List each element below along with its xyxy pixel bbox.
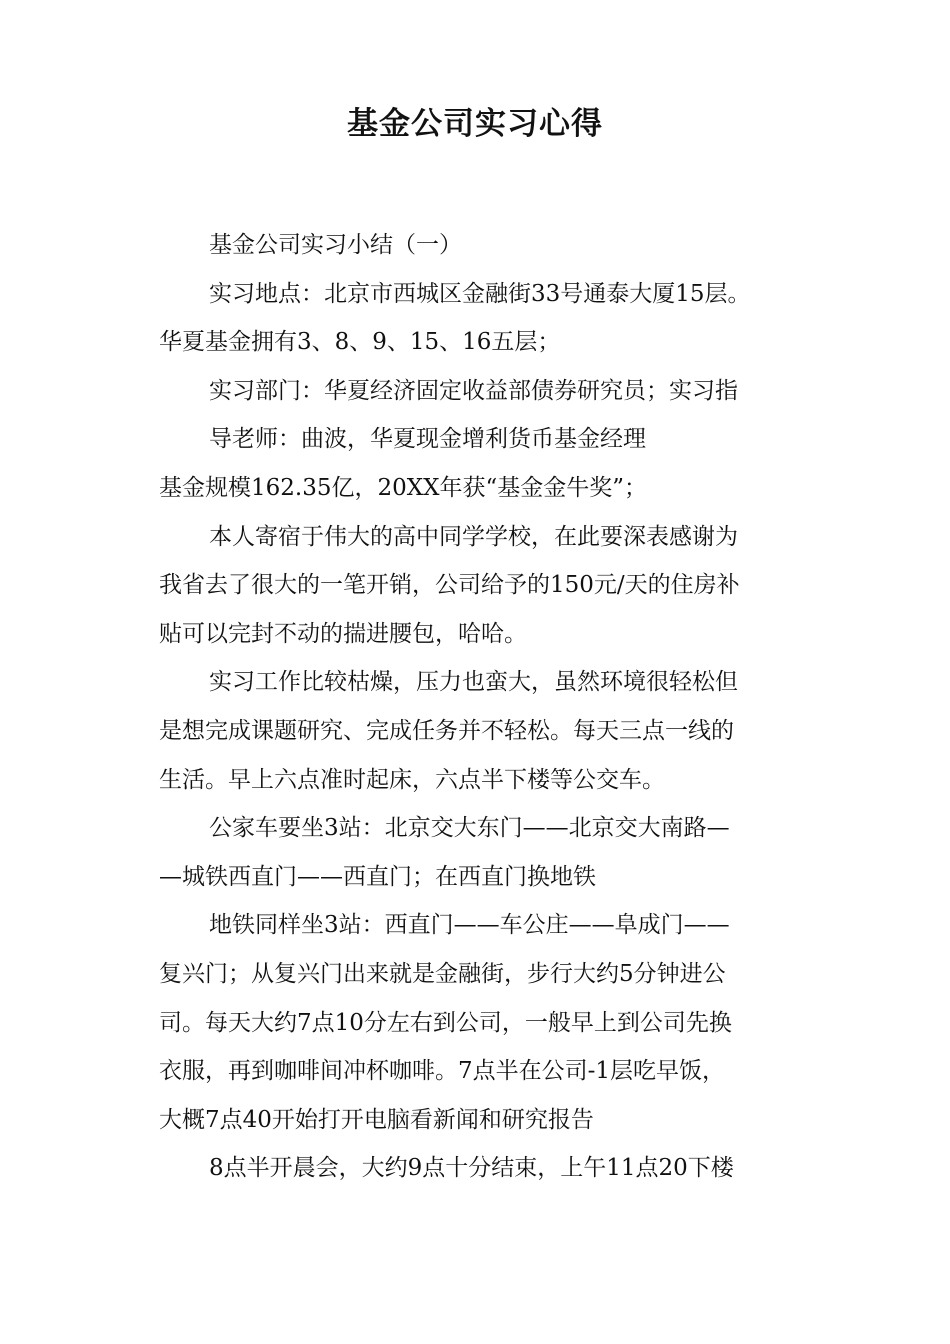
body-line: 实习部门：华夏经济固定收益部债券研究员；实习指: [209, 377, 738, 404]
body-line: 衣服，再到咖啡间冲杯咖啡。7点半在公司-1层吃早饭，: [159, 1058, 726, 1085]
body-line: 基金规模162.35亿，20XX年获“基金金牛奖”；: [159, 474, 648, 501]
body-line: 8点半开晨会，大约9点十分结束，上午11点20下楼: [209, 1155, 734, 1182]
document-title: 基金公司实习心得: [347, 106, 603, 142]
body-line: 导老师：曲波，华夏现金增利货币基金经理: [209, 426, 646, 453]
body-line: 大概7点40开始打开电脑看新闻和研究报告: [159, 1106, 594, 1133]
body-line: 实习工作比较枯燥，压力也蛮大，虽然环境很轻松但: [209, 669, 738, 696]
body-line: 本人寄宿于伟大的高中同学学校，在此要深表感谢为: [209, 523, 738, 550]
body-line: 地铁同样坐3站：西直门——车公庄——阜成门——: [209, 912, 730, 939]
document-body: [159, 221, 809, 1193]
body-line: 生活。早上六点准时起床，六点半下楼等公交车。: [159, 766, 665, 793]
body-line: 公家车要坐3站：北京交大东门——北京交大南路—: [209, 815, 730, 842]
body-line: 实习地点：北京市西城区金融街33号通泰大厦15层。: [209, 280, 751, 307]
body-line: 贴可以完封不动的揣进腰包，哈哈。: [159, 620, 527, 647]
body-line: —城铁西直门——西直门；在西直门换地铁: [159, 863, 596, 890]
body-line: 我省去了很大的一笔开销，公司给予的150元/天的住房补: [159, 572, 740, 599]
body-line: 司。每天大约7点10分左右到公司，一般早上到公司先换: [159, 1009, 732, 1036]
body-line: 基金公司实习小结（一）: [209, 232, 462, 258]
body-line: 是想完成课题研究、完成任务并不轻松。每天三点一线的: [159, 717, 734, 744]
body-line: 复兴门；从复兴门出来就是金融街，步行大约5分钟进公: [159, 960, 726, 987]
body-line: 华夏基金拥有3、8、9、15、16五层；: [159, 329, 561, 356]
